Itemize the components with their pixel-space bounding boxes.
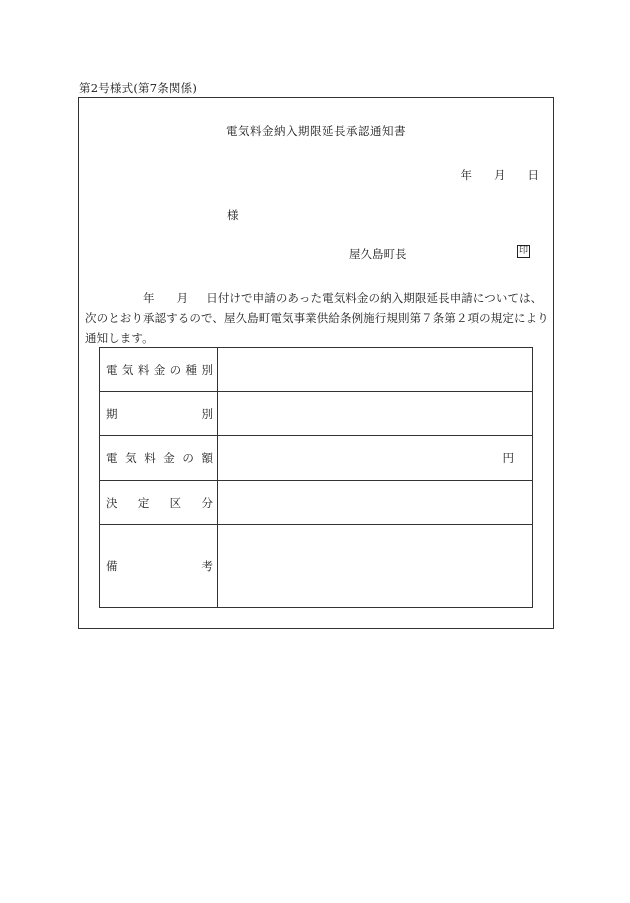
yen-unit: 円 bbox=[502, 451, 514, 465]
document-title: 電気料金納入期限延長承認通知書 bbox=[226, 124, 406, 138]
value-remarks[interactable] bbox=[218, 525, 533, 608]
label-decision: 決 定 区 分 bbox=[100, 481, 218, 525]
date-month-label: 月 bbox=[494, 168, 506, 182]
value-charge-type[interactable] bbox=[218, 348, 533, 392]
table-row-charge-amount bbox=[100, 436, 533, 481]
body-line-1-rest: 日付けで申請のあった電気料金の納入期限延長申請については、 bbox=[206, 291, 543, 305]
notice-body bbox=[85, 288, 549, 348]
issuer-name: 屋久島町長 bbox=[349, 247, 407, 261]
approval-details-table bbox=[99, 347, 533, 608]
form-number: 第2号様式(第7条関係) bbox=[79, 81, 198, 95]
table-row-charge-type bbox=[100, 348, 533, 392]
body-line-2: 次のとおり承認するので、屋久島町電気事業供給条例施行規則第７条第２項の規定により bbox=[85, 311, 549, 325]
body-year-label: 年 bbox=[143, 291, 155, 305]
body-month-label: 月 bbox=[176, 291, 189, 305]
value-charge-amount[interactable] bbox=[218, 436, 533, 481]
body-line-3: 通知します。 bbox=[85, 331, 154, 345]
label-period: 期 別 bbox=[100, 392, 218, 436]
label-remarks: 備 考 bbox=[100, 525, 218, 608]
table-row-remarks bbox=[100, 525, 533, 608]
value-period[interactable] bbox=[218, 392, 533, 436]
date-year-label: 年 bbox=[460, 168, 472, 182]
body-line-1 bbox=[85, 288, 545, 308]
date-day-label: 日 bbox=[527, 168, 539, 182]
label-charge-type: 電 気 料 金 の 種 別 bbox=[100, 348, 218, 392]
table-row-period bbox=[100, 392, 533, 436]
label-charge-amount: 電 気 料 金 の 額 bbox=[100, 436, 218, 481]
addressee-suffix: 様 bbox=[227, 208, 239, 222]
form-frame bbox=[78, 97, 554, 629]
value-decision[interactable] bbox=[218, 481, 533, 525]
seal-mark: 印 bbox=[518, 246, 528, 256]
date-line bbox=[461, 167, 540, 183]
table-row-decision bbox=[100, 481, 533, 525]
